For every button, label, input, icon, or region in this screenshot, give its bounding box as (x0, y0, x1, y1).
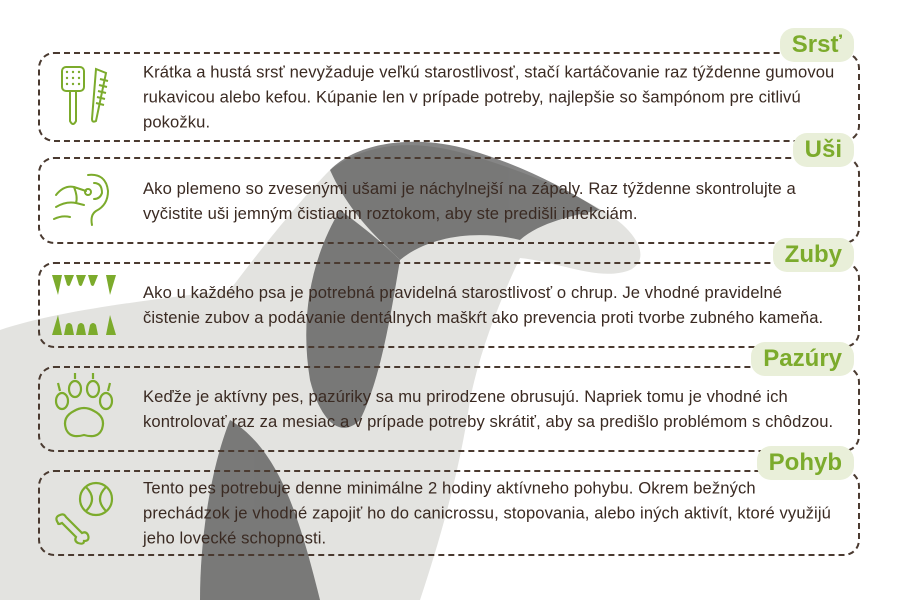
section-card-ears (38, 136, 860, 244)
section-title: Uši (793, 133, 854, 167)
section-title: Zuby (773, 238, 854, 272)
section-card-claws (38, 345, 860, 452)
section-title: Pazúry (751, 342, 854, 376)
dog-teeth-icon (48, 269, 120, 341)
section-card-coat (38, 31, 860, 142)
section-text: Ako plemeno so zvesenými ušami je náchylnejší na zápaly. Raz týždenne skontrolujte a vyčistite uši jemným čistiacim roztokom, aby ste predišli infekciám. (143, 178, 796, 223)
ear-cleaning-icon (48, 165, 120, 237)
section-title: Srsť (780, 28, 854, 62)
paw-icon (48, 373, 120, 445)
section-text: Ako u každého psa je potrebná pravidelná starostlivosť o chrup. Je vhodné pravidelné čistenie zubov a podávanie dentálnych maškŕt ako prevencia proti tvorbe zubného kameňa. (143, 283, 824, 327)
grooming-brush-comb-icon (48, 61, 120, 133)
section-title: Pohyb (757, 446, 854, 480)
ball-and-bone-icon (48, 477, 120, 549)
section-card-exercise (38, 449, 860, 556)
section-text: Krátka a hustá srsť nevyžaduje veľkú starostlivosť, stačí kartáčovanie raz týždenne gumovou rukavicou alebo kefou. Kúpanie len v prípade potreby, najlepšie so šampónom pre citlivú pokožku. (143, 62, 835, 132)
section-card-teeth (38, 241, 860, 348)
section-text: Tento pes potrebuje denne minimálne 2 hodiny aktívneho pohybu. Okrem bežných prechádzok je vhodné zapojiť ho do canicrossu, stopovania, alebo iných aktivít, ktoré využijú jeho lovecké schopnosti. (143, 478, 831, 548)
section-text: Keďže je aktívny pes, pazúriky sa mu prirodzene obrusujú. Napriek tomu je vhodné ich kontrolovať raz za mesiac a v prípade potreby skrátiť, aby sa predišlo problémom s chôdzou. (143, 387, 834, 431)
